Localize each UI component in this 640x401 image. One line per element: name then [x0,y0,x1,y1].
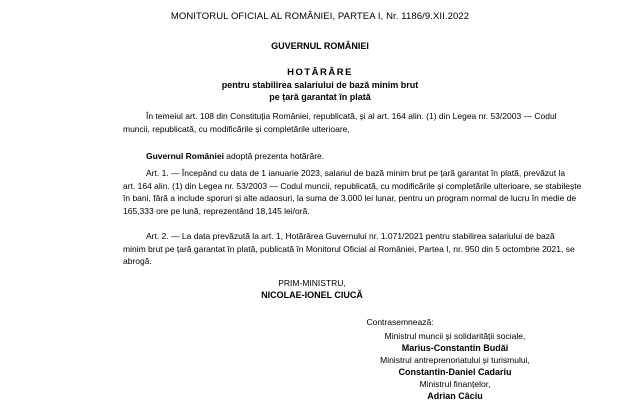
minister-title: Ministrul muncii și solidarității sociale, [384,331,526,341]
adoption-subject: Guvernul României [146,151,224,161]
article-line: art. 164 alin. (1) din Legea nr. 53/2003 — Codul muncii, republicată, cu modificările și completările ulterioare, se stabilește [123,180,582,191]
adoption-text: adoptă prezenta hotărâre. [223,151,325,161]
adoption-line [123,150,583,163]
article-line: 165,333 ore pe lună, reprezentând 18,145 lei/oră. [123,205,310,216]
prime-minister-label: PRIM-MINISTRU, [278,278,346,288]
preamble-line: muncii, republicată, cu modificările și completările ulterioare, [123,123,350,134]
article-line: abrogă. [123,256,152,266]
adoption-paragraph [123,150,583,163]
prime-minister-name: NICOLAE-IONEL CIUCĂ [261,290,363,300]
article-1 [123,167,583,217]
document-subtitle-line: pentru stabilirea salariului de bază minim brut [221,80,419,90]
minister-name: Constantin-Daniel Cadariu [398,367,512,377]
article-line: minim brut pe țară garantat în plată, publicată în Monitorul Oficial al României, Partea I, nr. 950 din 5 octombrie 2021, se [123,243,575,254]
minister-name: Marius-Constantin Budăi [401,343,509,353]
minister-title: Ministrul finanțelor, [419,379,491,389]
article-line: în bani, fără a include sporuri și alte adaosuri, la suma de 3.000 lei lunar, pentru un program normal de lucru în medie de [123,193,577,203]
document-type: HOTĂRÂRE [287,67,353,78]
countersign-label: Contrasemnează: [366,317,434,327]
article-line: Art. 2. — La data prevăzută la art. 1, Hotărârea Guvernului nr. 1.071/2021 pentru stabilirea salariului de bază [146,231,555,241]
preamble-line: În temeiul art. 108 din Constituția României, republicată, și al art. 164 alin. (1) din Legea nr. 53/2003 — Codul [146,111,557,121]
preamble-paragraph [123,110,583,135]
article-2 [123,230,583,268]
minister-name: Adrian Câciu [427,391,483,401]
document-subtitle-line: pe țară garantat în plată [269,92,371,102]
article-line: Art. 1. — Începând cu data de 1 ianuarie 2023, salariul de bază minim brut pe țară garantat în plată, prevăzut la [146,168,566,178]
issuer-name: GUVERNUL ROMÂNIEI [271,41,369,51]
page-header: MONITORUL OFICIAL AL ROMÂNIEI, PARTEA I, Nr. 1186/9.XII.2022 [170,11,470,22]
minister-title: Ministrul antreprenoriatului și turismului, [380,355,530,365]
